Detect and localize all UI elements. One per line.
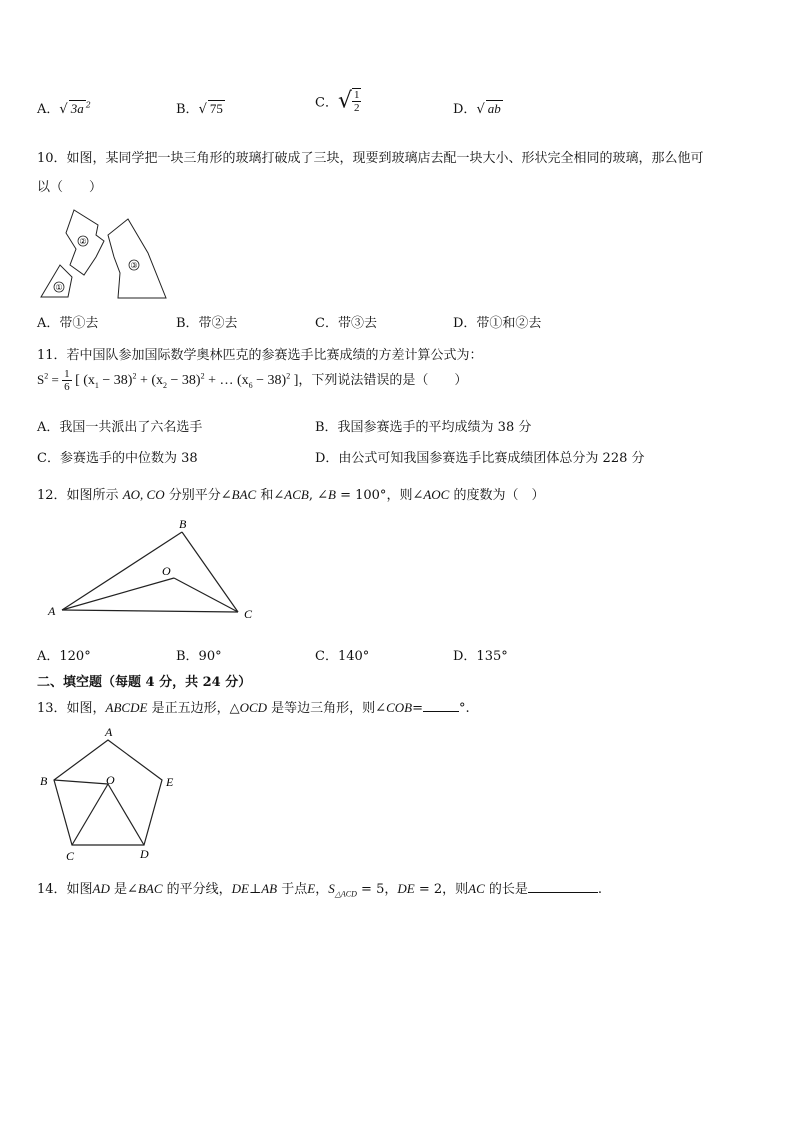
q14-stem: 14．如图AD 是∠BAC 的平分线，DE⊥AB 于点E，$S_{\triangle ACD} = 5$，DE = 2，则AC 的长是 . bbox=[37, 881, 603, 899]
q9-option-b: B．√ 75 bbox=[176, 101, 223, 117]
q13-answer-blank[interactable] bbox=[423, 711, 459, 712]
q10-option-d: D．带①和②去 bbox=[453, 316, 542, 331]
section-heading: 二、填空题（每题 4 分，共 24 分） bbox=[37, 675, 252, 690]
q9-option-d: D．√ ab bbox=[453, 101, 501, 117]
q12-stem: 12．如图所示 AO, CO 分别平分∠BAC 和∠ACB, ∠B = 100°，则∠AOC 的度数为（ ） bbox=[37, 487, 545, 503]
q12-option-c: C．140° bbox=[315, 649, 370, 664]
piece-label-3: ③ bbox=[130, 261, 138, 270]
q11-option-a: A．我国一共派出了六名选手 bbox=[37, 420, 203, 435]
glass-piece-3 bbox=[108, 219, 166, 298]
q12-triangle-figure bbox=[40, 512, 270, 627]
q11-option-c: C．参赛选手的中位数为 38 bbox=[37, 451, 198, 466]
q13-stem: 13．如图，ABCDE 是正五边形，△OCD 是等边三角形，则∠COB= °. bbox=[37, 700, 470, 716]
point-o-label: O bbox=[106, 773, 115, 787]
q13-pentagon-figure bbox=[36, 722, 186, 867]
q10-stem-line1: 10．如图，某同学把一块三角形的玻璃打破成了三块，现要到玻璃店去配一块大小、形状完全相同的玻璃，那么他可 bbox=[37, 151, 704, 166]
point-o-label: O bbox=[162, 564, 171, 578]
vertex-e-label: E bbox=[166, 775, 174, 789]
q12-option-a: A．120° bbox=[37, 649, 91, 664]
q9-option-c: C．√ $\frac{1}{2}$ bbox=[315, 88, 360, 114]
q10-option-c: C．带③去 bbox=[315, 316, 377, 331]
vertex-d-label: D bbox=[140, 847, 149, 861]
q10-glass-figure bbox=[36, 205, 171, 305]
vertex-b-label: B bbox=[40, 774, 48, 788]
piece-label-2: ② bbox=[79, 237, 87, 246]
q11-stem: 11．若中国队参加国际数学奥林匹克的参赛选手比赛成绩的方差计算公式为： bbox=[37, 348, 483, 363]
vertex-c-label: C bbox=[66, 849, 75, 863]
vertex-a-label: A bbox=[105, 725, 113, 739]
q11-formula: $S^2$ = $\frac{1}{6}$ [ $(x_1 - 38)^2 + (x_2 - 38)^2$ + … $(x_6 - 38)^2$ ]，下列说法错误的是（ ） bbox=[37, 368, 468, 393]
point-c-label: C bbox=[244, 607, 253, 621]
q11-formula-tail: ，下列说法错误的是（ ） bbox=[298, 373, 468, 388]
piece-label-1: ① bbox=[55, 283, 63, 292]
q9-option-a: A．√ 3a $^2$ bbox=[37, 100, 91, 117]
q12-option-b: B．90° bbox=[176, 649, 222, 664]
q11-option-b: B．我国参赛选手的平均成绩为 38 分 bbox=[315, 420, 532, 435]
q11-option-d: D．由公式可知我国参赛选手比赛成绩团体总分为 228 分 bbox=[315, 451, 645, 466]
q10-option-b: B．带②去 bbox=[176, 316, 238, 331]
glass-piece-1 bbox=[41, 265, 72, 297]
point-b-label: B bbox=[179, 517, 187, 531]
q10-option-a: A．带①去 bbox=[37, 316, 99, 331]
q12-option-d: D．135° bbox=[453, 649, 508, 664]
q10-stem-line2: 以（ ） bbox=[37, 180, 103, 195]
point-a-label: A bbox=[48, 604, 56, 618]
q14-answer-blank[interactable] bbox=[528, 892, 598, 893]
